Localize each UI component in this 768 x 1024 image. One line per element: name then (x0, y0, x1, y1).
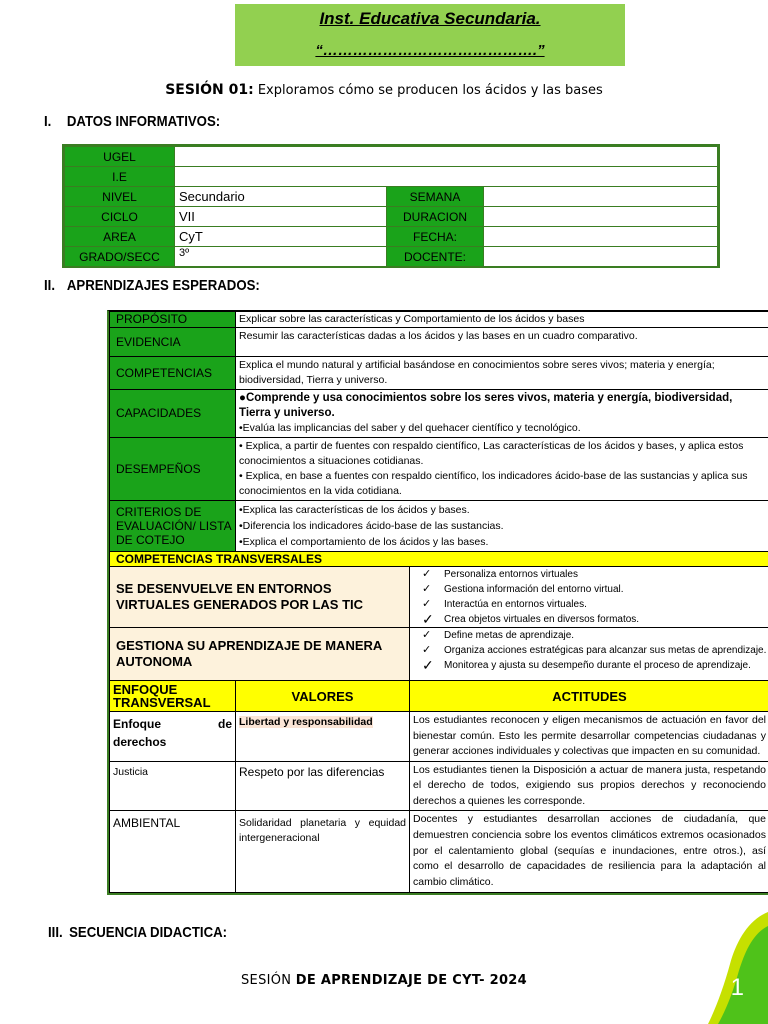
table-row (65, 227, 718, 247)
checklist-text: Define metas de aprendizaje. (444, 630, 575, 641)
checklist-item (422, 582, 768, 597)
ugel-value[interactable] (175, 147, 718, 167)
semana-value[interactable] (484, 187, 718, 207)
checklist-text: Personaliza entornos virtuales (444, 569, 578, 580)
nivel-value[interactable]: Secundario (175, 187, 387, 207)
checklist-text: Gestiona información del entorno virtual. (444, 584, 624, 595)
table-row (110, 628, 768, 681)
section-number: II. (44, 277, 56, 294)
check-icon: ✓ (422, 611, 434, 627)
tic-list (410, 567, 768, 627)
check-icon: ✓ (422, 644, 432, 656)
session-label: SESIÓN 01: (165, 82, 254, 98)
checklist-text: Interactúa en entornos virtuales. (444, 599, 587, 610)
footer-prefix: SESIÓN (241, 973, 292, 988)
proposito-label: PROPÓSITO (110, 312, 236, 328)
duracion-value[interactable] (484, 207, 718, 227)
section-aprendizajes (44, 277, 260, 294)
competencias-text: Explica el mundo natural y artificial basándose en conocimientos sobre seres vivos; materia y energía; biodiversidad, Tierra y universo. (236, 357, 768, 390)
section-number: I. (44, 113, 52, 130)
docente-label: DOCENTE: (387, 247, 484, 267)
page-number: 1 (730, 974, 744, 1001)
institution-name: Inst. Educativa Secundaria. (319, 9, 541, 28)
criterio-item: •Diferencia los indicadores ácido-base de las sustancias. (239, 520, 504, 532)
ciclo-label: CICLO (65, 207, 175, 227)
section-title: SECUENCIA DIDACTICA: (69, 924, 228, 941)
fecha-label: FECHA: (387, 227, 484, 247)
enfoque-cell: AMBIENTAL (110, 811, 236, 893)
desempeno-item: • Explica, en base a fuentes con respaldo científico, los indicadores ácido-base de las sustancias y aplica sus conocimientos en la vida cotidiana. (239, 470, 748, 497)
enfoque-header: ENFOQUE TRANSVERSAL (110, 681, 236, 712)
section-title: APRENDIZAJES ESPERADOS: (66, 277, 260, 294)
valor-text: Libertad y responsabilidad (239, 716, 373, 728)
table-row (65, 207, 718, 227)
table-row (110, 438, 768, 501)
table-row (65, 167, 718, 187)
valor-cell (236, 712, 410, 762)
checklist-text: Monitorea y ajusta su desempeño durante el proceso de aprendizaje. (444, 660, 751, 671)
ie-label: I.E (65, 167, 175, 187)
actitud-cell: Docentes y estudiantes desarrollan acciones de ciudadanía, que demuestren conciencia sobre los eventos climáticos extremos ocasionados por el calentamiento global (sequías e inundaciones, entre otros.), así como el desarrollo de capacidades de resiliencia para la adaptación al cambio climático. (410, 811, 768, 893)
docente-value[interactable] (484, 247, 718, 267)
checklist-text: Organiza acciones estratégicas para alcanzar sus metas de aprendizaje. (444, 645, 767, 656)
table-row (65, 147, 718, 167)
duracion-label: DURACION (387, 207, 484, 227)
section-datos-informativos (44, 113, 220, 130)
checklist-item (422, 567, 768, 582)
table-row (110, 390, 768, 438)
capacidades-text (236, 390, 768, 438)
evidencia-text: Resumir las características dadas a los ácidos y las bases en un cuadro comparativo. (236, 328, 768, 357)
desempeno-item: • Explica, a partir de fuentes con respaldo científico, Las características de los ácidos y bases, y aplica estos conocimientos a situaciones cotidianas. (239, 440, 744, 467)
page-footer (0, 973, 768, 988)
session-topic: Exploramos cómo se producen los ácidos y las bases (257, 83, 603, 98)
actitudes-header: ACTITUDES (410, 681, 768, 712)
fecha-value[interactable] (484, 227, 718, 247)
section-number: III. (48, 924, 63, 941)
table-row (110, 501, 768, 552)
check-icon: ✓ (422, 568, 432, 580)
grado-value[interactable]: 3º (175, 247, 387, 267)
table-row (65, 187, 718, 207)
desempenos-label: DESEMPEÑOS (110, 438, 236, 501)
check-icon: ✓ (422, 598, 432, 610)
area-value[interactable]: CyT (175, 227, 387, 247)
ugel-label: UGEL (65, 147, 175, 167)
actitud-cell: Los estudiantes reconocen y eligen mecanismos de actuación en favor del bienestar común. Esto les permite desarrollar competencias ciudadanas y generar acciones individuales y colectivas que impacten en su comunidad. (410, 712, 768, 762)
nivel-label: NIVEL (65, 187, 175, 207)
check-icon: ✓ (422, 657, 434, 673)
autonoma-checklist (410, 628, 768, 681)
table-row (110, 328, 768, 357)
autonoma-list (410, 628, 768, 673)
checklist-item (422, 612, 768, 627)
capacidad-item: •Evalúa las implicancias del saber y del quehacer científico y tecnológico. (239, 422, 581, 434)
section-title: DATOS INFORMATIVOS: (66, 113, 221, 130)
enfoque-cell: Justicia (110, 761, 236, 811)
session-title (0, 82, 768, 98)
autonoma-competence: GESTIONA SU APRENDIZAJE DE MANERA AUTONOMA (110, 628, 410, 681)
table-row (110, 312, 768, 328)
checklist-item (422, 628, 768, 643)
table-row (110, 712, 768, 762)
proposito-text: Explicar sobre las características y Comportamiento de los ácidos y bases (236, 312, 768, 328)
grado-label: GRADO/SECC (65, 247, 175, 267)
desempenos-text (236, 438, 768, 501)
table-row (110, 552, 768, 567)
footer-title: DE APRENDIZAJE DE CYT- 2024 (295, 973, 527, 988)
valor-cell: Solidaridad planetaria y equidad intergeneracional (236, 811, 410, 893)
capacidades-label: CAPACIDADES (110, 390, 236, 438)
capacidad-item: ●Comprende y usa conocimientos sobre los seres vivos, materia y energía, biodiversidad, Tierra y universo. (239, 392, 733, 419)
transversales-heading: COMPETENCIAS TRANSVERSALES (110, 552, 768, 567)
area-label: AREA (65, 227, 175, 247)
ie-value[interactable] (175, 167, 718, 187)
institution-blank: “…………………………………….” (315, 42, 545, 59)
table-row (110, 357, 768, 390)
institution-header (235, 4, 625, 66)
datos-table (62, 144, 720, 268)
table-row (110, 811, 768, 893)
checklist-item (422, 643, 768, 658)
page-corner-decoration (708, 912, 768, 1024)
checklist-item (422, 658, 768, 673)
evidencia-label: EVIDENCIA (110, 328, 236, 357)
actitud-cell: Los estudiantes tienen la Disposición a actuar de manera justa, respetando el derecho de todos, exigiendo sus propios derechos y reconociendo derechos a quienes les corresponde. (410, 761, 768, 811)
table-row (110, 567, 768, 628)
semana-label: SEMANA (387, 187, 484, 207)
check-icon: ✓ (422, 583, 432, 595)
tic-checklist (410, 567, 768, 628)
section-secuencia (48, 924, 227, 941)
criterios-label: CRITERIOS DE EVALUACIÓN/ LISTA DE COTEJO (110, 501, 236, 552)
tic-competence: SE DESENVUELVE EN ENTORNOS VIRTUALES GENERADOS POR LAS TIC (110, 567, 410, 628)
criterio-item: •Explica el comportamiento de los ácidos y las bases. (239, 536, 489, 548)
aprendizajes-table (107, 310, 768, 895)
enfoque-cell: Enfoque de derechos (110, 712, 236, 762)
table-row (110, 761, 768, 811)
table-row (65, 247, 718, 267)
valores-header: VALORES (236, 681, 410, 712)
valor-cell: Respeto por las diferencias (236, 761, 410, 811)
checklist-item (422, 597, 768, 612)
check-icon: ✓ (422, 629, 432, 641)
criterios-text (236, 501, 768, 552)
criterio-item: •Explica las características de los ácidos y bases. (239, 504, 470, 516)
checklist-text: Crea objetos virtuales en diversos formatos. (444, 614, 640, 625)
ciclo-value[interactable]: VII (175, 207, 387, 227)
competencias-label: COMPETENCIAS (110, 357, 236, 390)
table-row (110, 681, 768, 712)
